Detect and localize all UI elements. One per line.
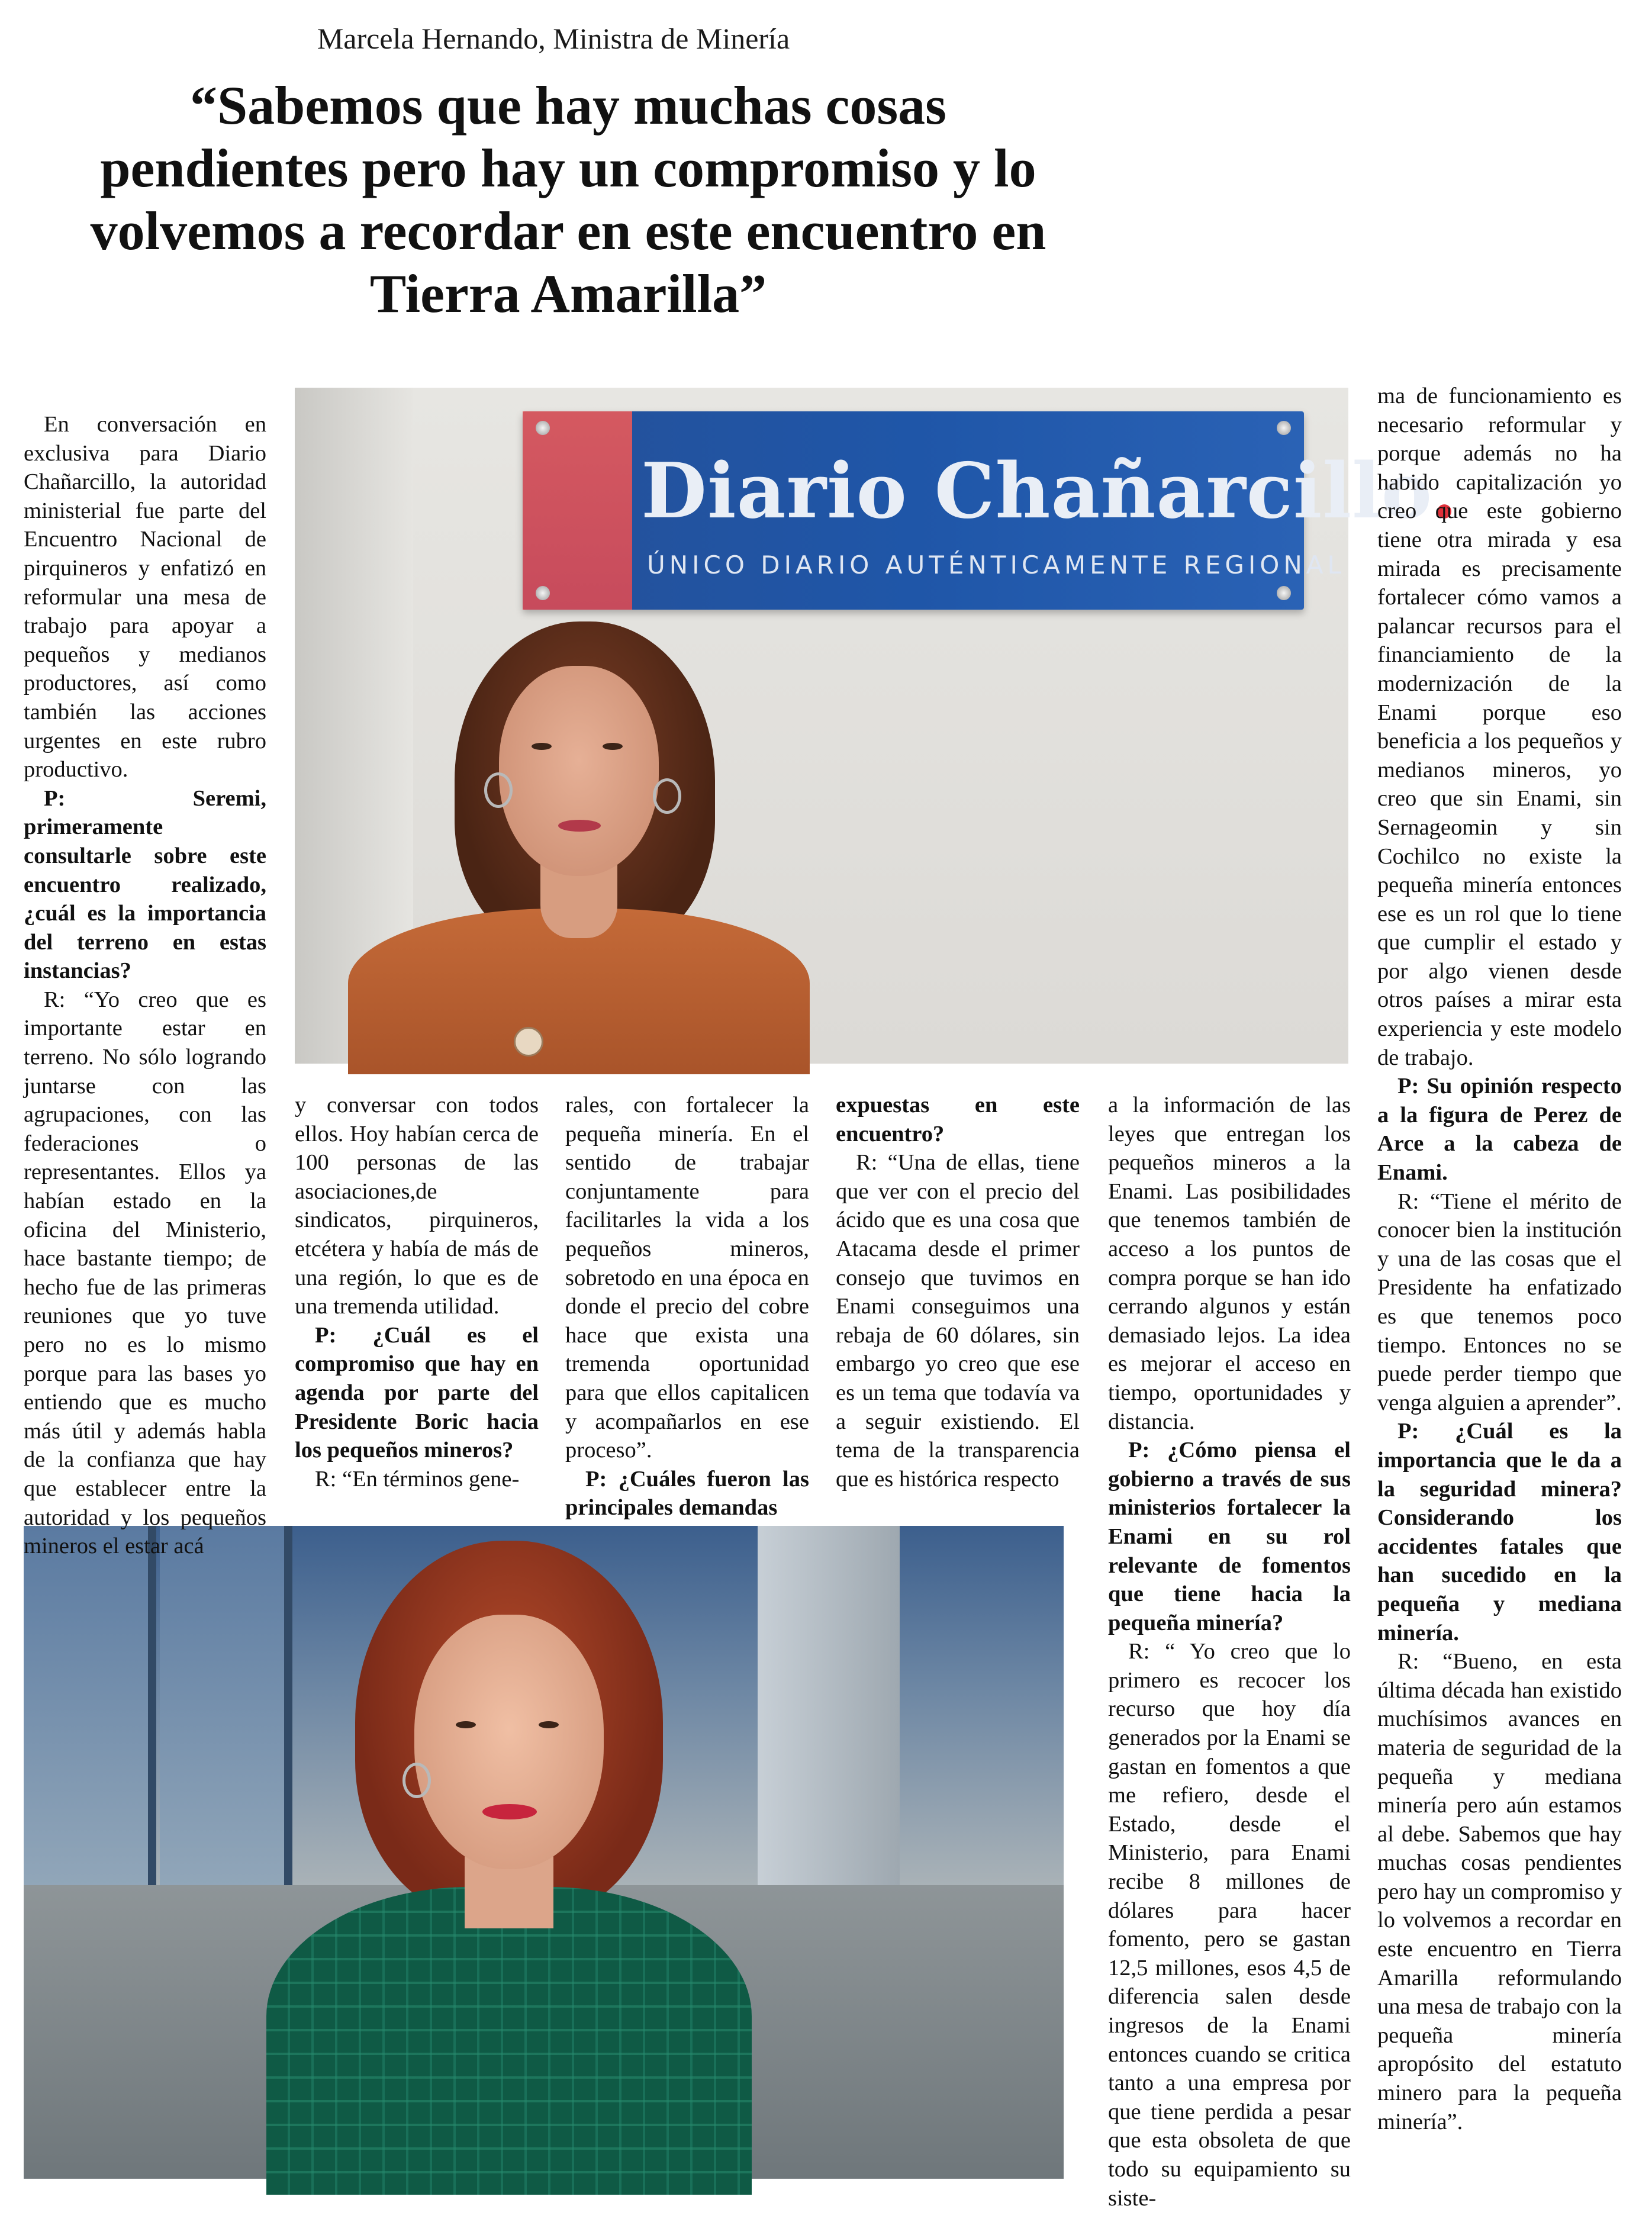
interview-question: P: ¿Cuáles fueron las principales demandas — [565, 1466, 809, 1521]
interview-question: P: Su opinión respecto a la figura de Perez de Arce a la cabeza de Enami. — [1377, 1074, 1622, 1186]
sign-screw — [1277, 586, 1291, 600]
interview-question: P: ¿Cómo piensa el gobierno a través de sus ministerios fortalecer la Enami en su rol relevante de fomentos que tiene hacia la pequeña minería? — [1108, 1438, 1351, 1635]
paragraph: ma de funcionamiento es necesario reformular y porque además no ha habido capitalización yo creo que este gobierno tiene otra mirada y esa mirada es precisamente fortalecer cómo vamos a palancar recursos para el financiamiento de la modernización de la Enami porque eso beneficia a los pequeños y medianos mineros, yo creo que sin Enami, sin Sernageomin y sin Cochilco no existe la pequeña minería entonces ese es un rol que lo tiene que cumplir el estado y por algo vienen desde otros países a mirar esta experiencia y este modelo de trabajo. — [1377, 384, 1622, 1070]
interview-question: P: Seremi, primeramente consultarle sobre este encuentro realizado, ¿cuál es la importancia del terreno en estas instancias? — [24, 785, 266, 984]
person-face — [499, 666, 659, 876]
earring-icon — [653, 778, 681, 814]
interview-question: expuestas en este encuentro? — [836, 1093, 1080, 1146]
paragraph: rales, con fortalecer la pequeña minería. En el sentido de trabajar conjuntamente para facilitarles la vida a los pequeños mineros, sobretodo en una época en donde el precio del cobre hace que exista una tremenda oportunidad para que ellos capitalicen y acompañarlos en ese proceso”. — [565, 1093, 809, 1463]
photo-window — [24, 1526, 156, 1918]
person-face — [414, 1615, 604, 1869]
interview-question: P: ¿Cuál es el compromiso que hay en agenda por parte del Presidente Boric hacia los pequeños mineros? — [295, 1322, 539, 1463]
photo-minister-portrait — [24, 1526, 1064, 2179]
article-column-2 — [295, 1091, 539, 1493]
sign-screw — [536, 586, 550, 600]
interview-answer: R: “En términos gene- — [315, 1466, 520, 1492]
interview-question: P: ¿Cuál es la importancia que le da a la seguridad minera? Considerando los accidentes fatales que han sucedido en la pequeña y mediana minería. — [1377, 1419, 1622, 1645]
sign-title-dot: . — [1431, 447, 1458, 536]
article-kicker: Marcela Hernando, Ministra de Minería — [317, 22, 790, 55]
paragraph: a la información de las leyes que entregan los pequeños mineros a la Enami. Las posibilidades que tenemos también de acceso a los puntos de compra porque se han ido cerrando algunos y están demasiado lejos. La idea es mejorar el acceso en tiempo, oportunidades y distancia. — [1108, 1093, 1351, 1434]
interview-answer: R: “Una de ellas, tiene que ver con el precio del ácido que es una cosa que Atacama desde el primer consejo que tuvimos en Enami conseguimos una rebaja de 60 dólares, sin embargo yo creo que ese es un tema que todavía va a seguir existiendo. El tema de la transparencia que es histórica respecto — [836, 1150, 1080, 1492]
person-blouse — [266, 1887, 752, 2195]
person-lips — [558, 820, 601, 832]
article-column-6 — [1377, 382, 1622, 2136]
interview-answer: R: “Tiene el mérito de conocer bien la institución y una de las cosas que el Presidente ha enfatizado es que tenemos poco tiempo. Entonces no se puede perder tiempo que venga alguien a aprender”. — [1377, 1189, 1622, 1415]
photo-minister-office — [295, 388, 1458, 1064]
sign-screw — [536, 421, 550, 435]
interview-answer: R: “ Yo creo que lo primero es recocer los recurso que hoy día generados por la Enami se gastan en fomentos a que me refiero, desde el Estado, desde el Ministerio, para Enami recibe 8 millones de dólares para hacer fomento, pero se gastan 12,5 millones, esos 4,5 de diferencia salen desde ingresos de la Enami entonces cuando se critica tanto a una empresa por que tiene perdida a pesar que esta obsoleta de que todo su equipamiento su siste- — [1108, 1639, 1351, 2211]
earring-icon — [484, 772, 513, 808]
interview-answer: R: “Yo creo que es importante estar en terreno. No sólo logrando juntarse con las agrupaciones, con las federaciones o representantes. Ellos ya habían estado en la oficina del Ministerio, hace bastante tiempo; de hecho fue de las primeras reuniones que yo tuve pero no es lo mismo porque para las bases yo entiendo que es mucho más útil y además habla de la confianza que hay que establecer entre la autoridad y los pequeños mineros el estar acá — [24, 987, 266, 1559]
interview-answer: R: “Bueno, en esta última década han existido muchísimos avances en materia de seguridad de la pequeña y mediana minería pero aún estamos al debe. Sabemos que hay muchas cosas pendientes pero hay un compromiso y lo volvemos a recordar en este encuentro en Tierra Amarilla reformulando una mesa de trabajo con la pequeña minería apropósito del estatuto minero para la pequeña minería”. — [1377, 1649, 1622, 2134]
newspaper-sign — [523, 411, 1458, 610]
sign-screw — [1277, 421, 1291, 435]
person-eye — [603, 743, 623, 750]
paragraph: y conversar con todos ellos. Hoy habían cerca de 100 personas de las asociaciones,de sindicatos, pirquineros, etcétera y había de más de una región, lo que es de una tremenda utilidad. — [295, 1093, 539, 1319]
article-column-5 — [1108, 1091, 1351, 2212]
article-column-4 — [836, 1091, 1080, 1493]
paragraph: En conversación en exclusiva para Diario Chañarcillo, la autoridad ministerial fue parte del Encuentro Nacional de pirquineros y enfatizó en reformular una mesa de trabajo para apoyar a pequeños y medianos productores, así como también las acciones urgentes en este rubro productivo. — [24, 412, 266, 782]
person-eye — [532, 743, 552, 750]
earring-icon — [402, 1763, 431, 1798]
photo-window — [160, 1526, 292, 1918]
person-eye — [539, 1721, 559, 1728]
blouse-button — [514, 1027, 543, 1057]
person-eye — [456, 1721, 476, 1728]
article-headline: “Sabemos que hay muchas cosas pendientes pero hay un compromiso y lo volvemos a recordar en este encuentro en Tierra Amarilla” — [90, 75, 1046, 324]
person-lips — [482, 1804, 537, 1819]
sign-title-text: Diario Chañarcillo — [641, 447, 1431, 536]
sign-subtitle: ÚNICO DIARIO AUTÉNTICAMENTE REGIONAL — [647, 550, 1345, 579]
article-column-1 — [24, 410, 266, 1561]
article-column-3 — [565, 1091, 809, 1522]
sign-title — [641, 447, 1458, 536]
sign-logo-panel — [523, 411, 632, 610]
